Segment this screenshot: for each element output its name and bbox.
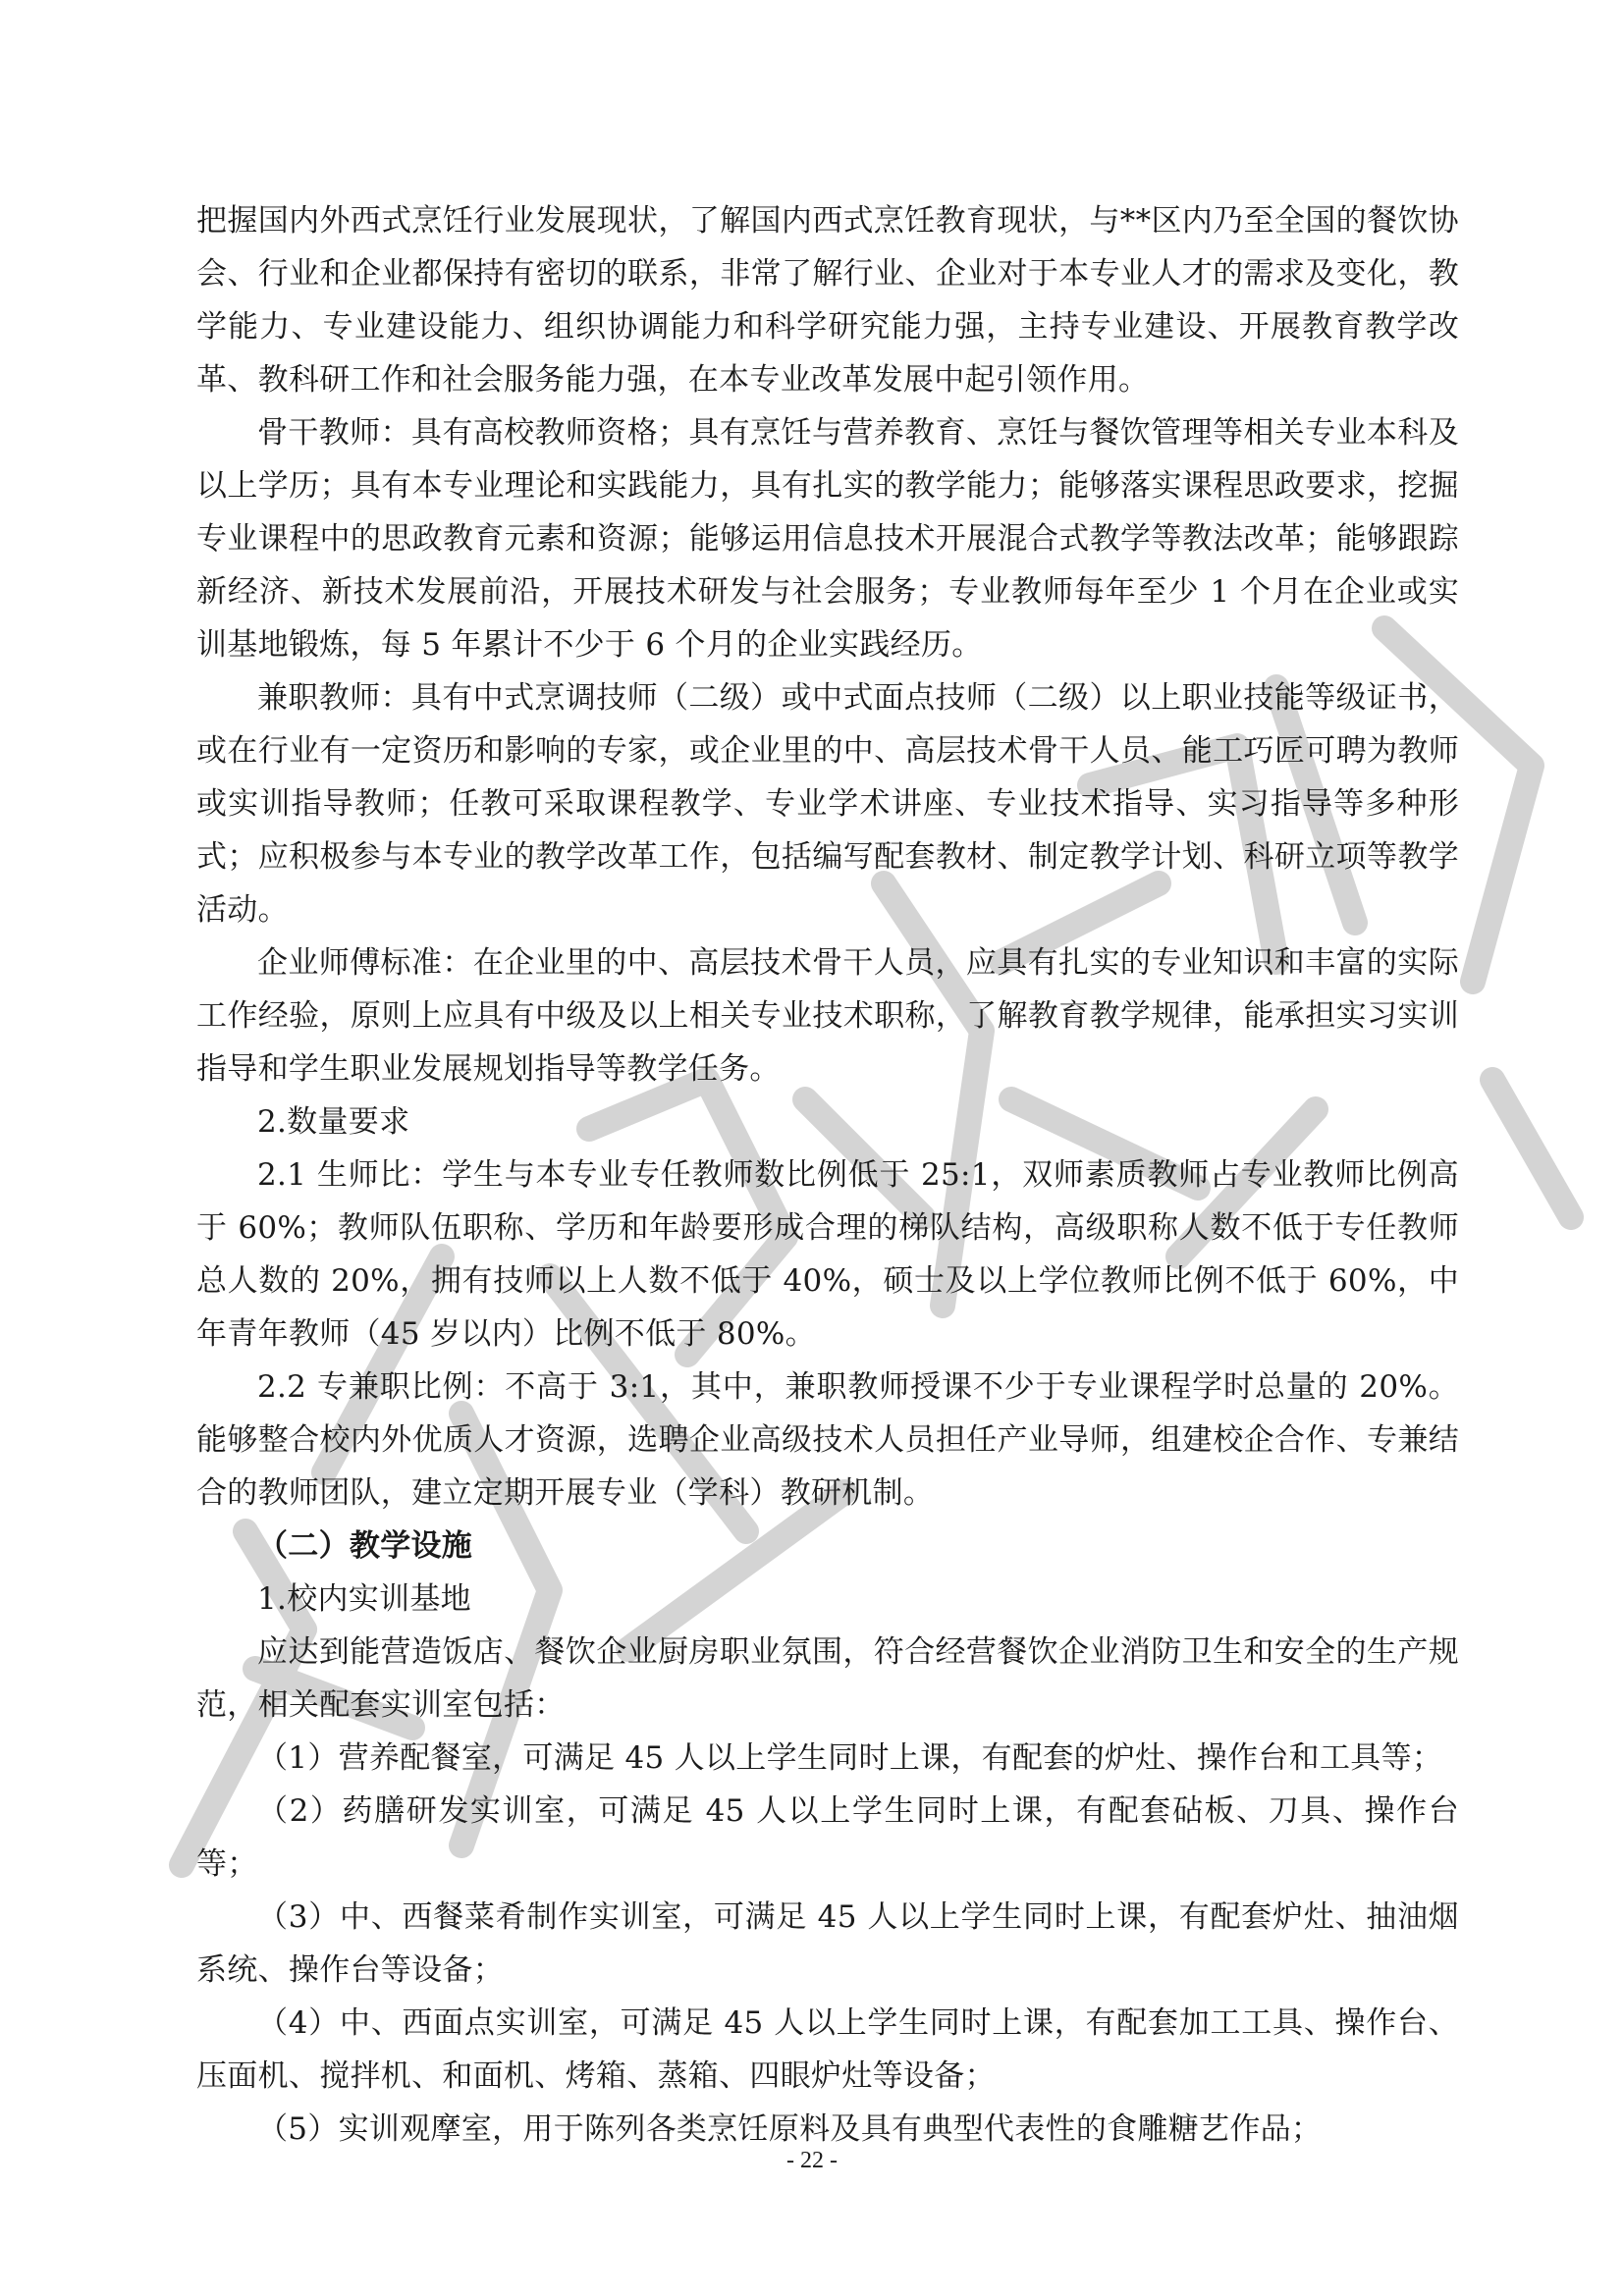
paragraph-full-part-time-ratio: 2.2 专兼职比例：不高于 3:1，其中，兼职教师授课不少于专业课程学时总量的 20%。能够整合校内外优质人才资源，选聘企业高级技术人员担任产业导师，组建校企合作、专兼结合的教师团队，建立定期开展专业（学科）教研机制。 [196,1369,1459,1511]
paragraph-core-teacher: 骨干教师：具有高校教师资格；具有烹饪与营养教育、烹饪与餐饮管理等相关专业本科及以上学历；具有本专业理论和实践能力，具有扎实的教学能力；能够落实课程思政要求，挖掘专业课程中的思政教育元素和资源；能够运用信息技术开展混合式教学等教法改革；能够跟踪新经济、新技术发展前沿，开展技术研发与社会服务；专业教师每年至少 1 个月在企业或实训基地锻炼，每 5 年累计不少于 6 个月的企业实践经历。 [196,415,1459,663]
subheading-quantity: 2.数量要求 [257,1104,410,1140]
list-item-nutrition-room: （1）营养配餐室，可满足 45 人以上学生同时上课，有配套的炉灶、操作台和工具等； [257,1740,1443,1776]
document-body [196,194,1459,2156]
list-item-observation-room: （5）实训观摩室，用于陈列各类烹饪原料及具有典型代表性的食雕糖艺作品； [257,2111,1323,2147]
subheading-training-base: 1.校内实训基地 [257,1581,471,1617]
list-item-medicinal-diet-room: （2）药膳研发实训室，可满足 45 人以上学生同时上课，有配套砧板、刀具、操作台等； [196,1793,1459,1882]
list-item-cuisine-room: （3）中、西餐菜肴制作实训室，可满足 45 人以上学生同时上课，有配套炉灶、抽油烟系统、操作台等设备； [196,1899,1459,1988]
paragraph-enterprise-mentor: 企业师傅标准：在企业里的中、高层技术骨干人员，应具有扎实的专业知识和丰富的实际工作经验，原则上应具有中级及以上相关专业技术职称，了解教育教学规律，能承担实习实训指导和学生职业发展规划指导等教学任务。 [196,945,1459,1087]
page-number: - 22 - [786,2148,838,2173]
paragraph-training-base: 应达到能营造饭店、餐饮企业厨房职业氛围，符合经营餐饮企业消防卫生和安全的生产规范，相关配套实训室包括： [196,1634,1459,1723]
list-item-pastry-room: （4）中、西面点实训室，可满足 45 人以上学生同时上课，有配套加工工具、操作台、压面机、搅拌机、和面机、烤箱、蒸箱、四眼炉灶等设备； [196,2005,1459,2094]
paragraph-leader-qualification: 把握国内外西式烹饪行业发展现状，了解国内西式烹饪教育现状，与**区内乃至全国的餐饮协会、行业和企业都保持有密切的联系，非常了解行业、企业对于本专业人才的需求及变化，教学能力、专业建设能力、组织协调能力和科学研究能力强，主持专业建设、开展教育教学改革、教科研工作和社会服务能力强，在本专业改革发展中起引领作用。 [196,203,1459,398]
section-heading-facilities: （二）教学设施 [257,1528,473,1564]
paragraph-student-teacher-ratio: 2.1 生师比：学生与本专业专任教师数比例低于 25:1，双师素质教师占专业教师比例高于 60%；教师队伍职称、学历和年龄要形成合理的梯队结构，高级职称人数不低于专任教师总人数的 20%，拥有技师以上人数不低于 40%，硕士及以上学位教师比例不低于 60%，中年青年教师（45 岁以内）比例不低于 80%。 [196,1157,1459,1352]
paragraph-part-time-teacher: 兼职教师：具有中式烹调技师（二级）或中式面点技师（二级）以上职业技能等级证书，或在行业有一定资历和影响的专家，或企业里的中、高层技术骨干人员、能工巧匠可聘为教师或实训指导教师；任教可采取课程教学、专业学术讲座、专业技术指导、实习指导等多种形式；应积极参与本专业的教学改革工作，包括编写配套教材、制定教学计划、科研立项等教学活动。 [196,680,1459,928]
